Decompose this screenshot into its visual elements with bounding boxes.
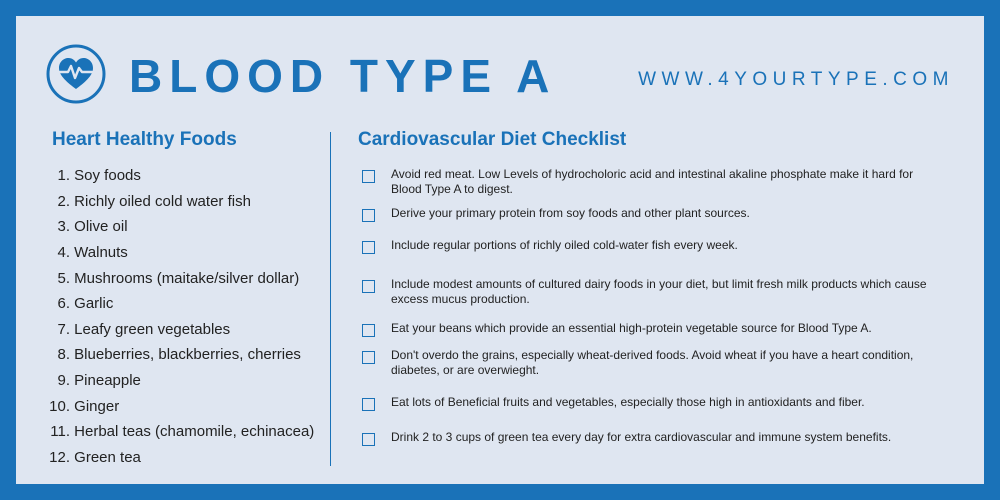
- item-label: Richly oiled cold water fish: [74, 192, 251, 210]
- checkbox[interactable]: [362, 241, 375, 254]
- checkbox[interactable]: [362, 170, 375, 183]
- item-number: 7.: [57, 320, 70, 338]
- checklist-item-text: Drink 2 to 3 cups of green tea every day for extra cardiovascular and immune system benefits.: [391, 430, 892, 444]
- list-item: [48, 317, 314, 343]
- item-label: Blueberries, blackberries, cherries: [74, 346, 301, 364]
- website-url: WWW.4YOURTYPE.COM: [638, 69, 954, 90]
- item-number: 11.: [50, 423, 70, 441]
- item-number: 10.: [49, 397, 70, 415]
- item-number: 3.: [57, 218, 70, 236]
- checklist-item: [362, 238, 936, 254]
- checklist-item: [362, 348, 936, 378]
- item-number: 6.: [57, 295, 70, 313]
- checklist-item: [362, 277, 936, 307]
- checkbox[interactable]: [362, 433, 375, 446]
- item-number: 8.: [57, 346, 70, 364]
- item-label: Mushrooms (maitake/silver dollar): [74, 269, 300, 287]
- infographic-card: [16, 16, 984, 484]
- checklist-item-text: Avoid red meat. Low Levels of hydrocholoric acid and intestinal akaline phosphate make it hard for Blood Type A to digest.: [391, 167, 914, 196]
- list-item: [48, 419, 314, 445]
- checklist-item: [362, 430, 936, 446]
- checklist-item: [362, 321, 936, 337]
- checkbox[interactable]: [362, 351, 375, 364]
- checklist-item: [362, 206, 936, 222]
- list-item: [48, 291, 314, 317]
- checklist-item: [362, 395, 936, 411]
- item-label: Green tea: [74, 448, 141, 466]
- list-item: [48, 393, 314, 419]
- item-label: Walnuts: [74, 244, 128, 262]
- item-number: 5.: [57, 269, 70, 287]
- list-item: [48, 189, 314, 215]
- heart-pulse-icon: [46, 44, 106, 104]
- checkbox[interactable]: [362, 324, 375, 337]
- checklist-item-text: Don't overdo the grains, especially wheat-derived foods. Avoid wheat if you have a heart condition, diabetes, or are overwieght.: [391, 348, 914, 377]
- foods-list: [48, 163, 314, 470]
- checklist-item-text: Eat your beans which provide an essential high-protein vegetable source for Blood Type A.: [391, 321, 872, 335]
- list-item: [48, 368, 314, 394]
- list-item: [48, 163, 314, 189]
- item-number: 9.: [57, 372, 70, 390]
- list-item: [48, 214, 314, 240]
- list-item: [48, 265, 314, 291]
- checklist-item-text: Derive your primary protein from soy foods and other plant sources.: [391, 206, 750, 220]
- checklist-heading: Cardiovascular Diet Checklist: [358, 129, 627, 150]
- list-item: [48, 342, 314, 368]
- item-number: 2.: [57, 192, 70, 210]
- checklist-item-text: Eat lots of Beneficial fruits and vegetables, especially those high in antioxidants and fiber.: [391, 395, 865, 409]
- item-label: Herbal teas (chamomile, echinacea): [74, 423, 315, 441]
- item-label: Olive oil: [74, 218, 128, 236]
- item-label: Leafy green vegetables: [74, 320, 231, 338]
- item-number: 12.: [49, 448, 70, 466]
- checkbox[interactable]: [362, 209, 375, 222]
- item-label: Garlic: [74, 295, 114, 313]
- item-label: Soy foods: [74, 167, 141, 185]
- item-label: Pineapple: [74, 372, 141, 390]
- checklist-item-text: Include modest amounts of cultured dairy foods in your diet, but limit fresh milk products which cause excess mucus production.: [391, 277, 927, 306]
- item-number: 4.: [57, 244, 70, 262]
- checkbox[interactable]: [362, 280, 375, 293]
- item-number: 1.: [57, 167, 70, 185]
- item-label: Ginger: [74, 397, 120, 415]
- page-title: BLOOD TYPE A: [129, 50, 557, 102]
- list-item: [48, 240, 314, 266]
- foods-heading: Heart Healthy Foods: [52, 129, 237, 150]
- checkbox[interactable]: [362, 398, 375, 411]
- checklist-item-text: Include regular portions of richly oiled cold-water fish every week.: [391, 238, 738, 252]
- list-item: [48, 445, 314, 471]
- checklist-item: [362, 167, 936, 197]
- column-divider: [330, 132, 331, 466]
